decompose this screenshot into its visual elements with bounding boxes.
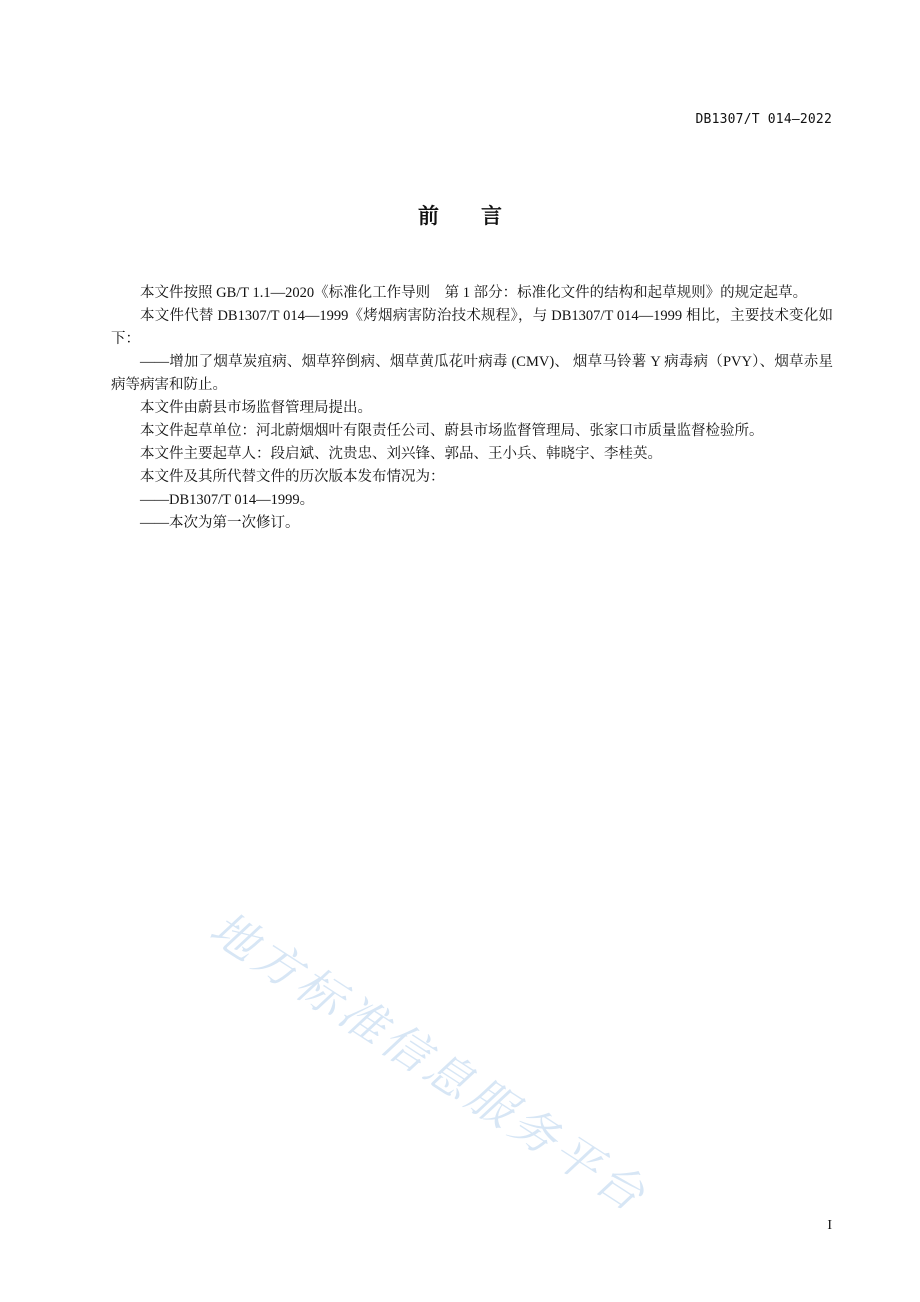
paragraph-change-item: ——增加了烟草炭疽病、烟草猝倒病、烟草黄瓜花叶病毒 (CMV)、 烟草马铃薯 Y 病毒病（PVY）、烟草赤星病等病害和防止。 <box>111 354 833 393</box>
paragraph-drafting-rules: 本文件按照 GB/T 1.1—2020《标准化工作导则 第 1 部分：标准化文件的结构和起草规则》的规定起草。 <box>140 285 808 301</box>
paragraph-version-1999: ——DB1307/T 014—1999。 <box>140 492 315 508</box>
document-code: DB1307/T 014—2022 <box>695 112 832 127</box>
paragraph-drafters: 本文件主要起草人：段启斌、沈贵忠、刘兴锋、郭品、王小兵、韩晓宇、李桂英。 <box>140 446 662 462</box>
page-title: 前言 <box>418 204 544 228</box>
preface-body <box>111 282 833 535</box>
watermark: 地方标准信息服务平台 <box>200 900 658 1224</box>
paragraph-replacement: 本文件代替 DB1307/T 014—1999《烤烟病害防治技术规程》，与 DB1307/T 014—1999 相比，主要技术变化如下： <box>111 308 833 347</box>
paragraph-drafting-units: 本文件起草单位：河北蔚烟烟叶有限责任公司、蔚县市场监督管理局、张家口市质量监督检验所。 <box>140 423 764 439</box>
paragraph-proposer: 本文件由蔚县市场监督管理局提出。 <box>140 400 372 416</box>
paragraph-version-history-intro: 本文件及其所代替文件的历次版本发布情况为： <box>140 469 445 485</box>
paragraph-first-revision: ——本次为第一次修订。 <box>140 515 300 531</box>
page-number: I <box>827 1218 832 1233</box>
